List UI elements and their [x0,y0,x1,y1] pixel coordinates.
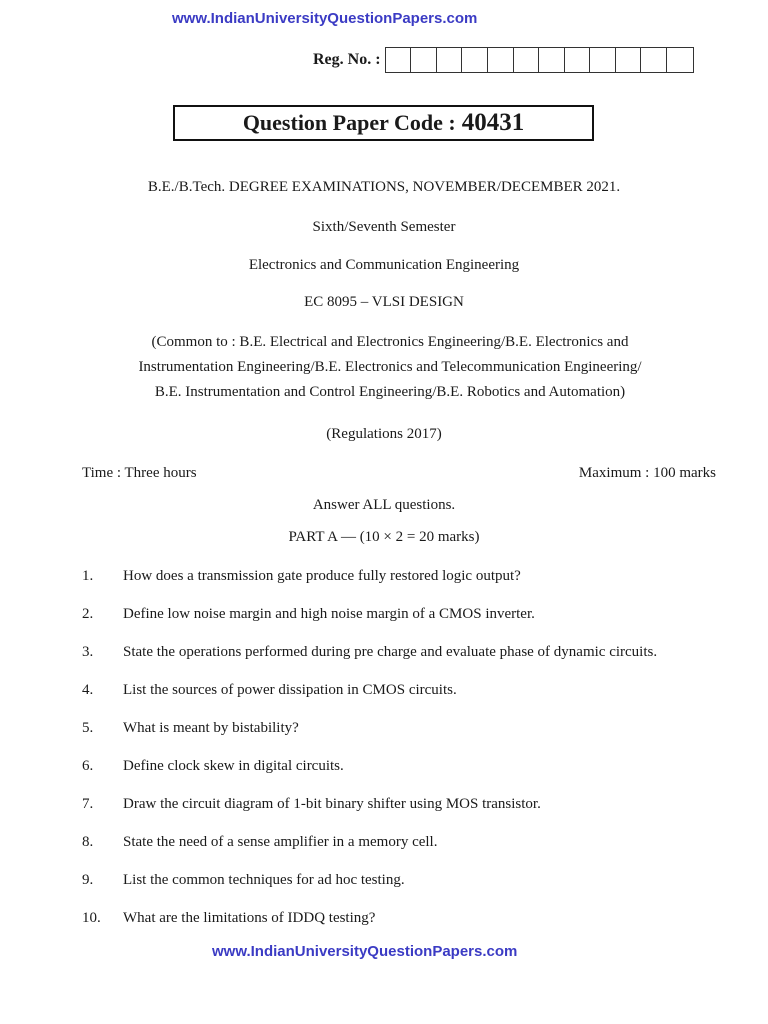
question-item [82,794,716,814]
question-item [82,680,716,700]
question-item [82,642,716,662]
question-text: What is meant by bistability? [123,720,299,736]
question-number: 3. [82,644,94,660]
code-label: Question Paper Code : [242,110,456,135]
site-footer-link[interactable]: www.IndianUniversityQuestionPapers.com [212,943,518,960]
department: Electronics and Communication Engineering [248,257,520,273]
question-text: Define clock skew in digital circuits. [123,758,344,774]
question-paper-code-box [173,105,594,141]
question-text: List the common techniques for ad hoc testing. [123,872,405,888]
part-a-heading: PART A — (10 × 2 = 20 marks) [288,529,480,545]
max-marks-label: Maximum : 100 marks [578,465,716,481]
question-number: 4. [82,682,94,698]
question-text: How does a transmission gate produce fully restored logic output? [123,568,521,584]
question-item [82,832,716,852]
common-line: (Common to : B.E. Electrical and Electronics Engineering/B.E. Electronics and [151,334,629,350]
reg-number-boxes [385,47,694,73]
reg-digit-box[interactable] [590,48,616,72]
question-number: 1. [82,568,94,584]
reg-digit-box[interactable] [437,48,463,72]
question-text: What are the limitations of IDDQ testing? [123,910,376,926]
question-number: 10. [82,910,101,926]
question-text: List the sources of power dissipation in CMOS circuits. [123,682,457,698]
reg-label: Reg. No. : [313,51,381,68]
regulations: (Regulations 2017) [326,426,442,442]
question-list [82,566,716,928]
exam-title: B.E./B.Tech. DEGREE EXAMINATIONS, NOVEMBER/DECEMBER 2021. [147,179,621,195]
time-marks-row [82,465,716,482]
code-number: 40431 [461,109,525,136]
question-item [82,908,716,928]
common-to-block [80,330,700,405]
reg-digit-box[interactable] [411,48,437,72]
reg-number-field [313,47,694,73]
reg-digit-box[interactable] [386,48,412,72]
question-text: State the operations performed during pre charge and evaluate phase of dynamic circuits. [123,644,658,660]
reg-digit-box[interactable] [514,48,540,72]
question-number: 2. [82,606,94,622]
question-number: 9. [82,872,94,888]
question-number: 5. [82,720,94,736]
reg-digit-box[interactable] [462,48,488,72]
question-item [82,566,716,586]
reg-digit-box[interactable] [616,48,642,72]
question-number: 6. [82,758,94,774]
question-item [82,604,716,624]
reg-digit-box[interactable] [565,48,591,72]
question-number: 7. [82,796,94,812]
reg-digit-box[interactable] [488,48,514,72]
question-text: Define low noise margin and high noise margin of a CMOS inverter. [123,606,535,622]
reg-digit-box[interactable] [667,48,693,72]
reg-digit-box[interactable] [539,48,565,72]
common-line: B.E. Instrumentation and Control Engineering/B.E. Robotics and Automation) [154,384,626,400]
question-item [82,870,716,890]
question-item [82,718,716,738]
site-header-link[interactable]: www.IndianUniversityQuestionPapers.com [172,10,478,27]
common-line: Instrumentation Engineering/B.E. Electronics and Telecommunication Engineering/ [138,359,642,375]
question-text: Draw the circuit diagram of 1-bit binary shifter using MOS transistor. [123,796,541,812]
question-item [82,756,716,776]
time-label: Time : Three hours [82,465,197,481]
course-title: EC 8095 – VLSI DESIGN [304,294,464,310]
reg-digit-box[interactable] [641,48,667,72]
question-number: 8. [82,834,94,850]
semester: Sixth/Seventh Semester [312,219,456,235]
instruction: Answer ALL questions. [312,497,456,513]
question-text: State the need of a sense amplifier in a memory cell. [123,834,438,850]
